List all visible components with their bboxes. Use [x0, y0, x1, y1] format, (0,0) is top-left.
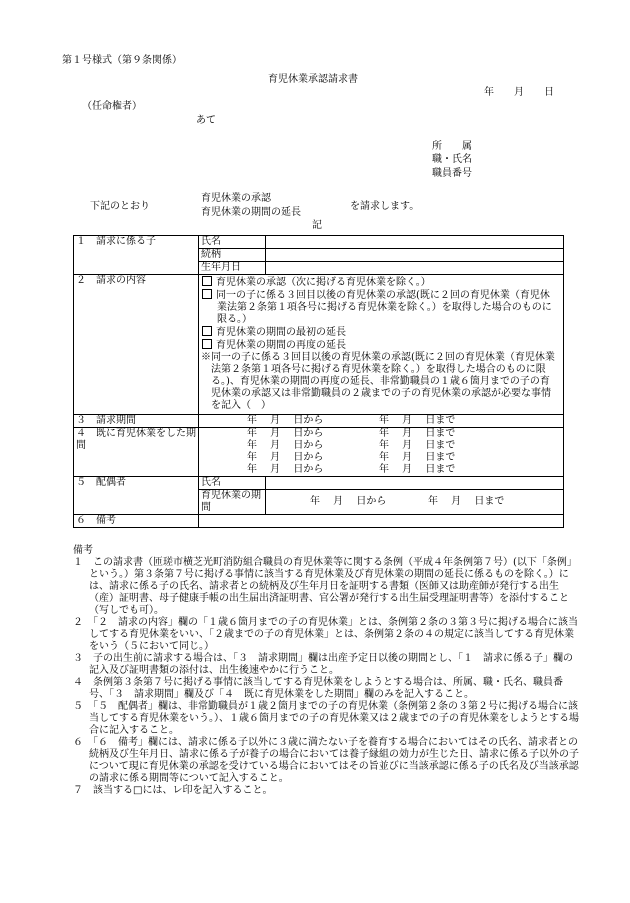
note-item: ３ 子の出生前に請求する場合は、「３ 請求期間」欄は出産予定日以後の期間とし、「１ 請求に係る子」欄の記入及び証明書類の添付は、出生後速やかに行うこと。: [73, 653, 573, 676]
content-option-1[interactable]: 育児休業の承認（次に掲げる育児休業を除く。）: [201, 276, 557, 289]
date-line[interactable]: 年 月 日: [484, 87, 554, 98]
child-birthdate-label: 生年月日: [199, 262, 266, 275]
note-item: ２ 「２ 請求の内容」欄の「１歳６箇月までの子の育児休業」とは、条例第２条の３第３号に掲げる場合に該当してする育児休業をいい、「２歳までの子の育児休業」とは、条例第２条の４の規定に該当してする育児休業をいう（５において同じ。）: [73, 617, 578, 652]
note-item: ５ 「５ 配偶者」欄は、非常勤職員が１歳２箇月までの子の育児休業（条例第２条の３第２号に掲げる場合に該当してする育児休業をいう。）、１歳６箇月までの子の育児休業又は２歳までの子の育児休業をしようとする場合に記入すること。: [73, 701, 579, 736]
spouse-section-label: ５ 配偶者: [74, 477, 199, 515]
applicant-name-label: 職・氏名: [432, 154, 472, 165]
checkbox-icon[interactable]: [202, 276, 212, 286]
request-option-approval: 育児休業の承認: [201, 193, 271, 204]
applicant-dept-label: 所 属: [432, 141, 472, 152]
note-item: ６ 「６ 備考」欄には、請求に係る子以外に３歳に満たない子を養育する場合においてはその氏名、請求者との続柄及び生年月日、請求に係る子が養子の場合においては養子縁組の効力が生じた日、請求に係る子以外の子について現に育児休業の承認を受けている場合においてはその旨並びに当該承認に係る子の氏名及び当該承認の請求に係る期間等について記入すること。: [73, 737, 579, 784]
content-option-2[interactable]: 同一の子に係る３回目以後の育児休業の承認(既に２回の育児休業（育児休業法第２条第１項各号に掲げる育児休業を除く。）を取得した場合のものに限る。）: [201, 289, 557, 326]
child-relation-field[interactable]: [266, 249, 564, 262]
authority-label: （任命権者）: [82, 101, 142, 112]
past-leave-row[interactable]: 年 月 日から 年 月 日まで: [247, 452, 456, 463]
request-prefix: 下記のとおり: [90, 201, 150, 212]
checkbox-icon[interactable]: [202, 289, 212, 299]
period-section-label: ３ 請求期間: [74, 415, 199, 428]
remarks-field[interactable]: [199, 515, 564, 528]
checkbox-icon[interactable]: [202, 326, 212, 336]
child-section-label: １ 請求に係る子: [74, 236, 199, 275]
applicant-staff-no-label: 職員番号: [432, 168, 472, 179]
spouse-period-field[interactable]: 年 月 日から 年 月 日まで: [266, 490, 564, 515]
request-option-extension: 育児休業の期間の延長: [201, 207, 301, 218]
request-form-table: [73, 235, 564, 528]
form-number: 第１号様式（第９条関係）: [62, 55, 182, 66]
spouse-name-field[interactable]: [266, 477, 564, 490]
past-leave-row[interactable]: 年 月 日から 年 月 日まで: [247, 464, 456, 475]
past-leave-section-label: ４ 既に育児休業をした期間: [74, 428, 199, 477]
request-period-field[interactable]: 年 月 日から 年 月 日まで: [199, 415, 564, 428]
spouse-period-label: 育児休業の期間: [199, 490, 266, 515]
note-item: １ この請求書（匝瑳市横芝光町消防組合職員の育児休業等に関する条例（平成４年条例第７号）(以下「条例」という。）第３条第７号に掲げる事情に該当する育児休業及び育児休業の期間の延長に係るものを除く。）には、請求に係る子の氏名、請求者との続柄及び生年月日を証明する書類（医師又は助産師が発行する出生（産）証明書、母子健康手帳の出生届出済証明書、官公署が発行する出生届受理証明書等）を添付すること（写しでも可）。: [73, 557, 577, 616]
content-options: [199, 275, 564, 415]
content-option-3[interactable]: 育児休業の期間の最初の延長: [201, 326, 557, 339]
note-item: ７ 該当する□には、レ印を記入すること。: [73, 785, 273, 796]
past-leave-row[interactable]: 年 月 日から 年 月 日まで: [247, 440, 456, 451]
notes-title: 備考: [73, 545, 93, 556]
content-section-label: ２ 請求の内容: [74, 275, 199, 415]
document-title: 育児休業承認請求書: [268, 74, 358, 85]
remarks-section-label: ６ 備考: [74, 515, 199, 528]
note-item: ４ 条例第３条第７号に掲げる事情に該当してする育児休業をしようとする場合は、所属、職・氏名、職員番号、「３ 請求期間」欄及び「４ 既に育児休業をした期間」欄のみを記入すること。: [73, 677, 563, 700]
child-name-field[interactable]: [266, 236, 564, 249]
ki-label: 記: [312, 220, 322, 231]
child-relation-label: 続柄: [199, 249, 266, 262]
content-note: ※同一の子に係る３回目以後の育児休業の承認(既に２回の育児休業（育児休業法第２条第１項各号に掲げる育児休業を除く。）を取得した場合のものに限る。)、育児休業の期間の再度の延長、非常勤職員の１歳６箇月までの子の育児休業の承認又は非常勤職員の２歳までの子の育児休業の承認が必要な事情を記入（ ）: [201, 352, 555, 411]
child-name-label: 氏名: [199, 236, 266, 249]
addressee-label: あて: [196, 115, 216, 126]
spouse-name-label: 氏名: [199, 477, 266, 490]
past-leave-row[interactable]: 年 月 日から 年 月 日まで: [247, 428, 456, 439]
past-leave-periods[interactable]: [199, 428, 564, 477]
child-birthdate-field[interactable]: [266, 262, 564, 275]
checkbox-icon[interactable]: [202, 339, 212, 349]
content-option-4[interactable]: 育児休業の期間の再度の延長: [201, 339, 557, 352]
request-suffix: を請求します。: [350, 201, 420, 212]
notes-section: [73, 545, 581, 797]
